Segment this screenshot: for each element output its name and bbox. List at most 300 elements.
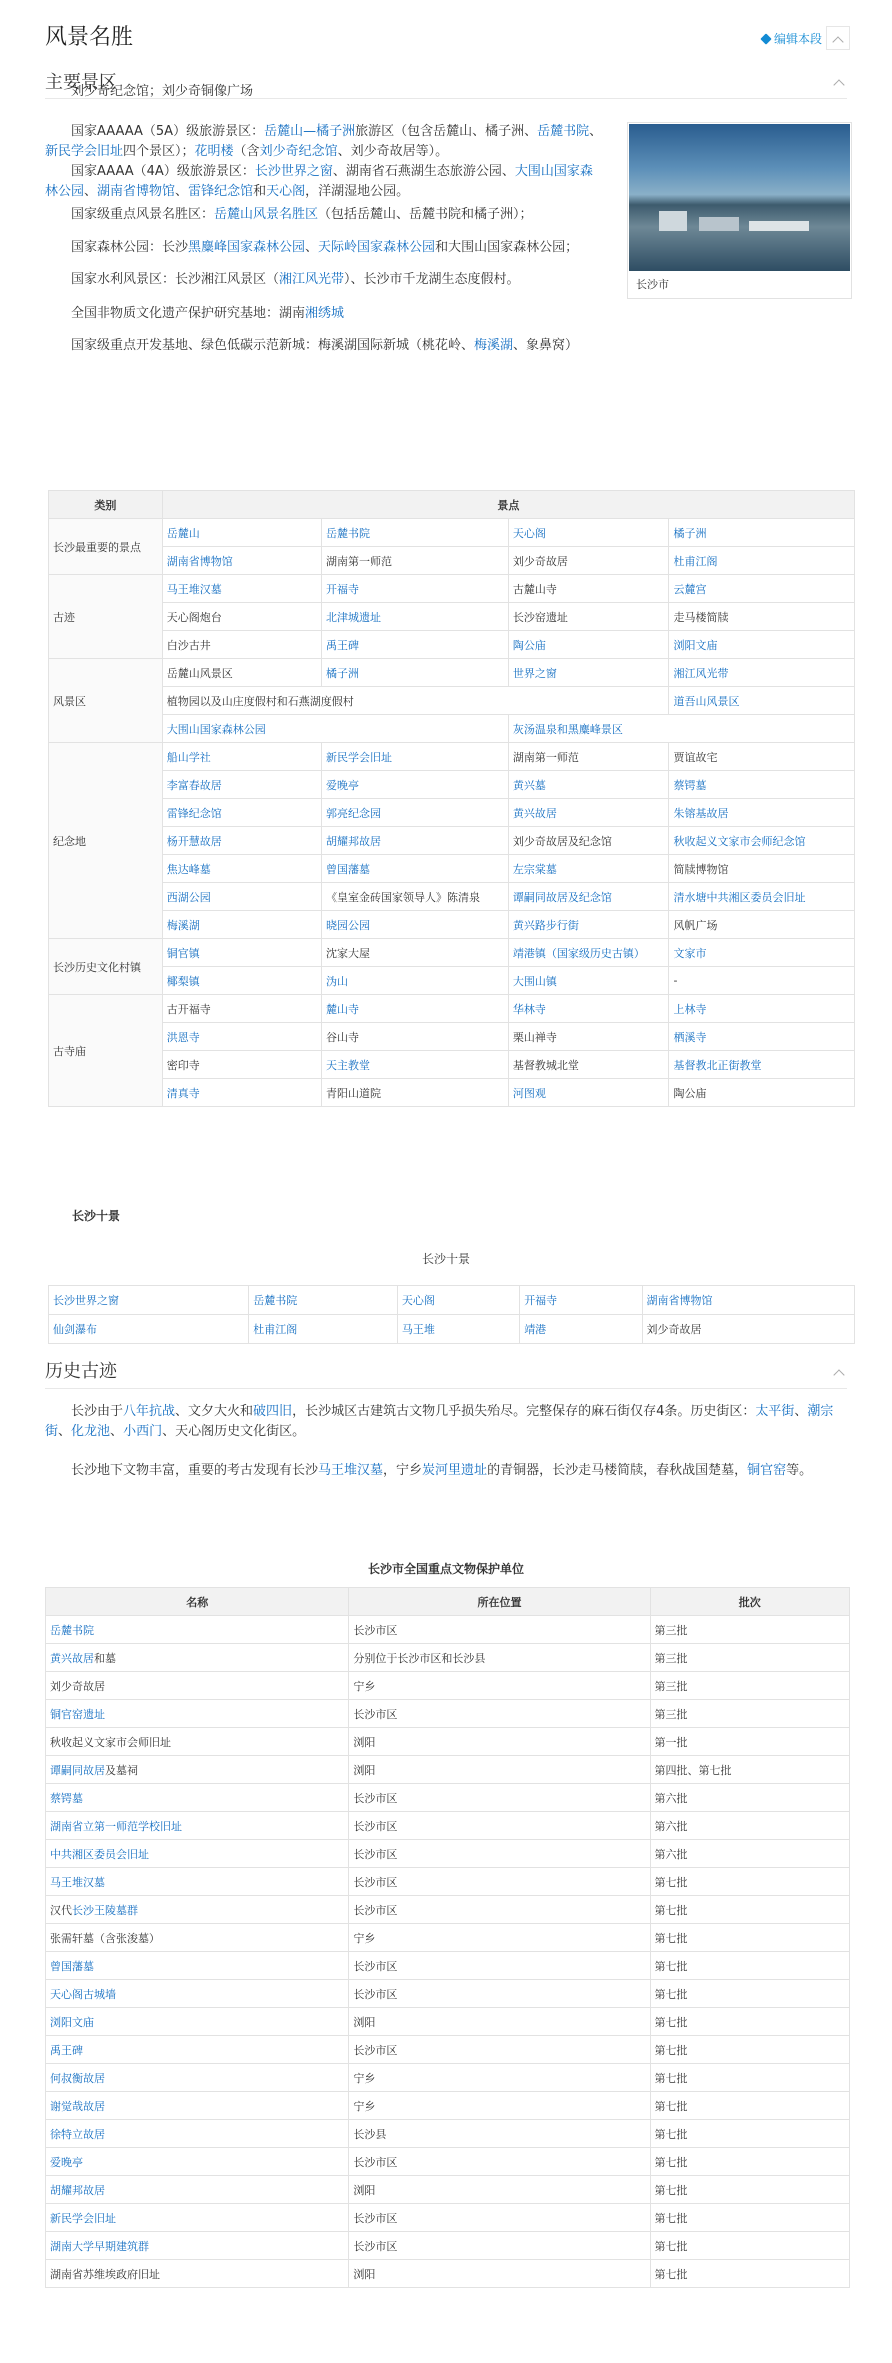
text: 长沙市区: [353, 1791, 398, 1805]
text: 等。: [786, 1463, 813, 1478]
text: 国家级重点风景名胜区：: [71, 207, 215, 222]
table-header-row: [46, 1588, 850, 1616]
table-cell: [46, 1672, 349, 1700]
table-cell: [162, 771, 321, 799]
link[interactable]: 黑麋峰国家森林公园: [188, 240, 306, 255]
link[interactable]: 胡耀邦故居: [50, 2183, 105, 2197]
link[interactable]: 杜甫江阁: [253, 1323, 298, 1336]
link[interactable]: 陶公庙: [512, 638, 546, 652]
link[interactable]: 文家市: [673, 946, 707, 960]
text: 秋收起义文家市会师旧址: [50, 1735, 171, 1749]
text: 的青铜器，长沙走马楼简牍，春秋战国楚墓，: [487, 1463, 748, 1478]
text: 刘少奇故居及纪念馆: [512, 834, 612, 848]
table-cell: [650, 2148, 849, 2176]
table-cell: [650, 2036, 849, 2064]
table-cell: [669, 1051, 855, 1079]
table-cell: [321, 659, 508, 687]
text: （包括岳麓山、岳麓书院和橘子洲）；: [318, 207, 533, 222]
table-cell: [349, 1924, 650, 1952]
table-row: [46, 1784, 850, 1812]
table-cell: [650, 2232, 849, 2260]
edit-section-button[interactable]: [762, 30, 822, 47]
link[interactable]: 破四旧: [253, 1404, 293, 1419]
table-cell: [642, 1286, 854, 1315]
text: 第七批: [654, 1931, 688, 1945]
link[interactable]: 潮宗街: [45, 1404, 834, 1439]
text: 、: [84, 184, 98, 199]
table-cell: [46, 2232, 349, 2260]
table-cell: [162, 547, 321, 575]
ten-sights-table: [48, 1285, 855, 1344]
paragraph: [45, 82, 605, 102]
link[interactable]: 湘江风光带: [279, 272, 345, 287]
table-cell: [46, 1756, 349, 1784]
link[interactable]: 黄兴路步行街: [512, 918, 579, 932]
table-cell: [46, 2036, 349, 2064]
link[interactable]: 清真寺: [166, 1086, 200, 1100]
heritage-table-caption: 长沙市全国重点文物保护单位: [367, 1562, 524, 1576]
link[interactable]: 谭嗣同故居及纪念馆: [512, 890, 612, 904]
column-header: 景点: [162, 491, 854, 519]
link[interactable]: 铜官镇: [166, 946, 200, 960]
table-cell: [46, 1728, 349, 1756]
link[interactable]: 郭亮纪念园: [325, 806, 381, 820]
text: 、: [110, 1424, 124, 1439]
table-cell: [508, 995, 669, 1023]
table-cell: [508, 519, 669, 547]
link[interactable]: 禹王碑: [50, 2043, 83, 2057]
link[interactable]: 何叔衡故居: [50, 2071, 105, 2085]
table-row: [49, 547, 855, 575]
text: 、: [794, 1404, 808, 1419]
link[interactable]: 浏阳文庙: [50, 2015, 94, 2029]
table-cell: [321, 1051, 508, 1079]
link[interactable]: 云麓宫: [673, 582, 707, 596]
table-cell: [508, 967, 669, 995]
text: 第七批: [654, 2071, 688, 2085]
link[interactable]: 湖南省博物馆: [646, 1294, 713, 1307]
text: 长沙市区: [353, 2211, 398, 2225]
link[interactable]: 基督教北正街教堂: [673, 1058, 762, 1072]
link[interactable]: 椰梨镇: [166, 974, 200, 988]
text: 长沙地下文物丰富，重要的考古发现有长沙: [71, 1463, 319, 1478]
text: 、文夕大火和: [175, 1404, 254, 1419]
table-cell: [321, 547, 508, 575]
link[interactable]: 刘少奇纪念馆: [259, 144, 338, 159]
link[interactable]: 天际岭国家森林公园: [318, 240, 436, 255]
link[interactable]: 马王堆汉墓: [50, 1875, 105, 1889]
text: 长沙由于: [71, 1404, 124, 1419]
table-cell: [650, 1924, 849, 1952]
link[interactable]: 中共湘区委员会旧址: [50, 1847, 149, 1861]
link[interactable]: 雷锋纪念馆: [166, 806, 222, 820]
collapse-all-button[interactable]: [826, 26, 850, 50]
table-row: [49, 883, 855, 911]
table-cell: [669, 659, 855, 687]
table-row: [46, 1840, 850, 1868]
link[interactable]: 梅溪湖: [166, 918, 200, 932]
link[interactable]: 长沙世界之窗: [53, 1294, 119, 1307]
table-cell: [349, 1840, 650, 1868]
link[interactable]: 大围山国家森林公园: [166, 722, 266, 736]
table-cell: [321, 855, 508, 883]
table-cell: [162, 659, 321, 687]
link[interactable]: 华林寺: [512, 1002, 546, 1016]
text: 第三批: [654, 1707, 688, 1721]
text: 汉代: [50, 1903, 72, 1917]
section-heading-main-sights: 主要景区: [45, 72, 117, 93]
link[interactable]: 西湖公园: [166, 890, 211, 904]
link[interactable]: 天心阁: [512, 526, 546, 540]
text: 陶公庙: [673, 1086, 707, 1100]
text: 青阳山道院: [325, 1086, 381, 1100]
text: 长沙市区: [353, 2155, 398, 2169]
link[interactable]: 开福寺: [325, 582, 359, 596]
link[interactable]: 湖南省博物馆: [166, 554, 233, 568]
link[interactable]: 洪恩寺: [166, 1030, 200, 1044]
table-cell: [349, 1812, 650, 1840]
text: 湖南第一师范: [512, 750, 579, 764]
text: 第四批、第七批: [654, 1763, 732, 1777]
table-cell: [162, 631, 321, 659]
table-cell: [321, 575, 508, 603]
link[interactable]: 靖港: [524, 1323, 547, 1336]
table-cell: [321, 883, 508, 911]
link[interactable]: 焦达峰墓: [166, 862, 211, 876]
paragraph: [45, 238, 605, 258]
table-cell: [508, 911, 669, 939]
table-cell: [321, 1023, 508, 1051]
link[interactable]: 道吾山风景区: [673, 694, 740, 708]
text: ，长沙城区古建筑古文物几乎损失殆尽。完整保存的麻石街仅存4条。历史街区：: [292, 1404, 756, 1419]
link[interactable]: 湖南大学早期建筑群: [50, 2239, 149, 2253]
link[interactable]: 天心阁: [401, 1294, 435, 1307]
link[interactable]: 八年抗战: [123, 1404, 176, 1419]
table-cell: [46, 2204, 349, 2232]
table-cell: [46, 2092, 349, 2120]
table-cell: [520, 1286, 642, 1315]
link[interactable]: 新民学会旧址: [325, 750, 392, 764]
link[interactable]: 大围山国家森林公园: [45, 164, 593, 199]
link[interactable]: 曾国藩墓: [50, 1959, 94, 1973]
link[interactable]: 灰汤温泉和黑麋峰景区: [512, 722, 623, 736]
table-cell: [669, 603, 855, 631]
table-cell: [349, 1896, 650, 1924]
link[interactable]: 浏阳文庙: [673, 638, 718, 652]
link[interactable]: 清水塘中共湘区委员会旧址: [673, 890, 806, 904]
link[interactable]: 大围山镇: [512, 974, 557, 988]
link[interactable]: 橘子洲: [673, 526, 707, 540]
table-cell: [397, 1315, 519, 1344]
link[interactable]: 岳麓山: [166, 526, 200, 540]
link[interactable]: 爱晚亭: [50, 2155, 83, 2169]
table-row: [46, 1812, 850, 1840]
table-cell: [650, 1672, 849, 1700]
text: 、: [589, 124, 603, 139]
table-row: [46, 2092, 850, 2120]
chevron-up-icon: [833, 34, 843, 44]
link[interactable]: 岳麓书院: [50, 1623, 94, 1637]
text: 长沙市区: [353, 1707, 398, 1721]
link[interactable]: 马王堆: [401, 1323, 435, 1336]
table-cell: [650, 1952, 849, 1980]
table-cell: [650, 1784, 849, 1812]
link[interactable]: 花明楼: [194, 144, 234, 159]
link[interactable]: 上林寺: [673, 1002, 707, 1016]
text: 第七批: [654, 2015, 688, 2029]
link[interactable]: 蔡锷墓: [50, 1791, 83, 1805]
column-header: 批次: [650, 1588, 849, 1616]
table-cell: [321, 939, 508, 967]
text: 第六批: [654, 1847, 688, 1861]
link[interactable]: 曾国藩墓: [325, 862, 370, 876]
text: 白沙古井: [166, 638, 211, 652]
table-cell: [349, 2232, 650, 2260]
table-cell: [650, 2204, 849, 2232]
link[interactable]: 蔡锷墓: [673, 778, 707, 792]
table-cell: [650, 2120, 849, 2148]
table-cell: [162, 995, 321, 1023]
link[interactable]: 铜官窑遗址: [50, 1707, 105, 1721]
column-header: 名称: [46, 1588, 349, 1616]
table-cell: [162, 939, 321, 967]
pencil-icon: [760, 33, 771, 44]
text: 、刘少奇故居等）。: [337, 144, 449, 159]
text: 第一批: [654, 1735, 688, 1749]
table-cell: [508, 1079, 669, 1107]
link[interactable]: 杨开慧故居: [166, 834, 222, 848]
text: 旅游区（包含岳麓山、橘子洲、: [355, 124, 538, 139]
table-cell: [321, 799, 508, 827]
table-cell: [162, 1051, 321, 1079]
table-row: [49, 967, 855, 995]
text: 刘少奇故居: [646, 1323, 702, 1336]
link[interactable]: 新民学会旧址: [45, 144, 124, 159]
text: 国家森林公园：长沙: [71, 240, 189, 255]
table-cell: [650, 2260, 849, 2288]
table-cell: [46, 1924, 349, 1952]
text: 和: [253, 184, 267, 199]
table-row: [49, 939, 855, 967]
paragraph: [45, 270, 605, 290]
table-cell: [46, 1840, 349, 1868]
link[interactable]: 岳麓山风景名胜区: [214, 207, 319, 222]
link[interactable]: 胡耀邦故居: [325, 834, 381, 848]
text: 第七批: [654, 2127, 688, 2141]
link[interactable]: 黄兴故居: [512, 806, 557, 820]
table-cell: [508, 771, 669, 799]
text: 天心阁炮台: [166, 610, 222, 624]
text: 栗山禅寺: [512, 1030, 557, 1044]
table-row: [49, 659, 855, 687]
table-cell: [669, 575, 855, 603]
link[interactable]: 开福寺: [524, 1294, 558, 1307]
table-cell: [349, 2092, 650, 2120]
link[interactable]: 岳麓书院: [253, 1294, 298, 1307]
city-photo-figure[interactable]: [627, 122, 852, 299]
link[interactable]: 太平街: [755, 1404, 795, 1419]
link[interactable]: 麓山寺: [325, 1002, 359, 1016]
link[interactable]: 左宗棠墓: [512, 862, 557, 876]
table-cell: [46, 1868, 349, 1896]
sights-table: [48, 490, 855, 1107]
link[interactable]: 河图观: [512, 1086, 546, 1100]
link[interactable]: 岳麓山—橘子洲: [264, 124, 356, 139]
table-cell: [669, 519, 855, 547]
text: 刘少奇故居: [512, 554, 568, 568]
table-cell: [669, 967, 855, 995]
link[interactable]: 世界之窗: [512, 666, 557, 680]
section-collapse-icon[interactable]: [834, 1367, 844, 1377]
table-row: [49, 715, 855, 743]
table-cell: [669, 995, 855, 1023]
table-cell: [349, 2176, 650, 2204]
link[interactable]: 谭嗣同故居: [50, 1763, 105, 1777]
paragraph: [45, 1461, 850, 1481]
link[interactable]: 船山学社: [166, 750, 211, 764]
text: 浏阳: [353, 1763, 376, 1777]
text: 长沙市区: [353, 1847, 398, 1861]
table-row: [46, 2148, 850, 2176]
link[interactable]: 岳麓书院: [325, 526, 370, 540]
link[interactable]: 晓园公园: [325, 918, 370, 932]
table-cell: [349, 1616, 650, 1644]
link[interactable]: 徐特立故居: [50, 2127, 105, 2141]
city-photo-caption: 长沙市: [636, 278, 669, 291]
table-row: [49, 631, 855, 659]
ten-sights-caption: 长沙十景: [421, 1252, 470, 1266]
table-cell: [349, 1952, 650, 1980]
text: 长沙窑遗址: [512, 610, 568, 624]
table-cell: [650, 1644, 849, 1672]
table-cell: [46, 1644, 349, 1672]
link[interactable]: 黄兴故居: [50, 1651, 94, 1665]
table-cell: [321, 771, 508, 799]
text: 第七批: [654, 1903, 688, 1917]
link[interactable]: 天心阁: [266, 184, 306, 199]
text: 谷山寺: [325, 1030, 359, 1044]
text: 长沙市区: [353, 1819, 398, 1833]
link[interactable]: 湖南省博物馆: [97, 184, 176, 199]
link[interactable]: 湘绣城: [305, 306, 345, 321]
link[interactable]: 铜官窑: [747, 1463, 787, 1478]
table-cell: [508, 631, 669, 659]
link[interactable]: 天心阁古城墙: [50, 1987, 116, 2001]
link[interactable]: 马王堆汉墓: [166, 582, 222, 596]
heritage-table: [45, 1587, 850, 2288]
text: 长沙市区: [353, 2043, 398, 2057]
text: 刘少奇故居: [50, 1679, 105, 1693]
link[interactable]: 靖港镇（国家级历史古镇）: [512, 946, 645, 960]
table-cell: [249, 1286, 398, 1315]
table-cell: [349, 1728, 650, 1756]
link[interactable]: 小西门: [123, 1424, 163, 1439]
table-cell: [349, 1756, 650, 1784]
text: 第七批: [654, 1959, 688, 1973]
table-row: [46, 1896, 850, 1924]
link[interactable]: 湘江风光带: [673, 666, 729, 680]
link[interactable]: 黄兴墓: [512, 778, 546, 792]
table-cell: [349, 2064, 650, 2092]
ten-sights-label: 长沙十景: [72, 1209, 121, 1223]
link[interactable]: 谢觉哉故居: [50, 2099, 105, 2113]
text: 第七批: [654, 2239, 688, 2253]
table-cell: [349, 1700, 650, 1728]
link[interactable]: 禹王碑: [325, 638, 359, 652]
link[interactable]: 朱镕基故居: [673, 806, 729, 820]
table-cell: [162, 603, 321, 631]
link[interactable]: 长沙世界之窗: [254, 164, 333, 179]
text: 张需轩墓（含张浚墓）: [50, 1931, 160, 1945]
text: 浏阳: [353, 2267, 376, 2281]
category-cell: 古寺庙: [49, 995, 163, 1107]
link[interactable]: 仙剑瀑布: [53, 1323, 97, 1336]
table-cell: [669, 771, 855, 799]
text: 走马楼简牍: [673, 610, 729, 624]
section-collapse-icon[interactable]: [834, 77, 844, 87]
link[interactable]: 新民学会旧址: [50, 2211, 116, 2225]
link[interactable]: 化龙池: [71, 1424, 111, 1439]
table-cell: [46, 1700, 349, 1728]
text: 古麓山寺: [512, 582, 557, 596]
link[interactable]: 爱晚亭: [325, 778, 359, 792]
table-cell: [349, 2148, 650, 2176]
text: 和大围山国家森林公园；: [435, 240, 579, 255]
link[interactable]: 长沙王陵墓群: [72, 1903, 138, 1917]
link[interactable]: 炭河里遗址: [422, 1463, 488, 1478]
table-cell: [46, 1784, 349, 1812]
text: 长沙市区: [353, 1875, 398, 1889]
link[interactable]: 天主教堂: [325, 1058, 370, 1072]
text: ，洋湖湿地公园。: [305, 184, 410, 199]
table-row: [46, 1924, 850, 1952]
table-cell: [520, 1315, 642, 1344]
link[interactable]: 沩山: [325, 974, 348, 988]
table-cell: [49, 1315, 249, 1344]
table-row: [49, 995, 855, 1023]
link[interactable]: 杜甫江阁: [673, 554, 718, 568]
category-cell: 长沙历史文化村镇: [49, 939, 163, 995]
link[interactable]: 雷锋纪念馆: [188, 184, 254, 199]
link[interactable]: 北津城遗址: [325, 610, 381, 624]
edit-label: 编辑本段: [773, 32, 822, 46]
section-divider: [45, 1388, 847, 1389]
table-cell: [46, 2176, 349, 2204]
table-cell: [46, 1952, 349, 1980]
text: 浏阳: [353, 2183, 376, 2197]
link[interactable]: 马王堆汉墓: [318, 1463, 384, 1478]
table-cell: [46, 2120, 349, 2148]
text: 简牍博物馆: [673, 862, 729, 876]
link[interactable]: 岳麓书院: [537, 124, 590, 139]
link[interactable]: 湖南省立第一师范学校旧址: [50, 1819, 182, 1833]
link[interactable]: 栖溪寺: [673, 1030, 707, 1044]
text: 刘少奇纪念馆；刘少奇铜像广场: [71, 84, 254, 99]
category-cell: 纪念地: [49, 743, 163, 939]
table-cell: [349, 1644, 650, 1672]
table-cell: [508, 547, 669, 575]
text: 第三批: [654, 1651, 688, 1665]
table-row: [46, 1644, 850, 1672]
link[interactable]: 李富春故居: [166, 778, 222, 792]
table-row: [46, 1868, 850, 1896]
link[interactable]: 秋收起义文家市会师纪念馆: [673, 834, 806, 848]
text: 第七批: [654, 1875, 688, 1889]
link[interactable]: 橘子洲: [325, 666, 359, 680]
table-cell: [669, 547, 855, 575]
link[interactable]: 梅溪湖: [474, 338, 514, 353]
table-row: [46, 1616, 850, 1644]
